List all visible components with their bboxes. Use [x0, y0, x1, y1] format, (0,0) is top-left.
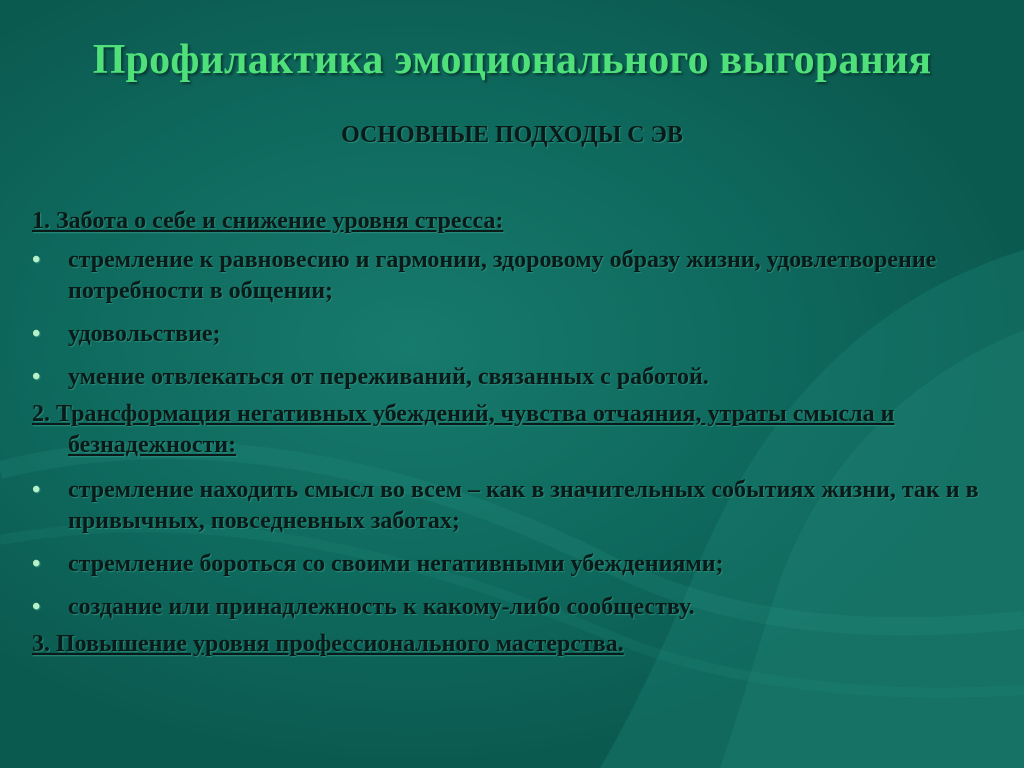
list-item	[32, 475, 992, 537]
bullet-list-2	[32, 475, 992, 623]
bullet-text: стремление бороться со своими негативными убеждениями;	[68, 551, 724, 577]
list-item	[32, 592, 992, 623]
bullet-text: создание или принадлежность к какому-либо сообществу.	[68, 594, 695, 620]
list-item	[32, 362, 992, 393]
section-heading-2: 2. Трансформация негативных убеждений, чувства отчаяния, утраты смысла и безнадежности:	[32, 401, 895, 458]
slide-subtitle: ОСНОВНЫЕ ПОДХОДЫ С ЭВ	[341, 122, 683, 148]
section-heading-3: 3. Повышение уровня профессионального мастерства.	[32, 631, 624, 657]
bullet-text: умение отвлекаться от переживаний, связанных с работой.	[68, 364, 709, 390]
list-item	[32, 319, 992, 350]
bullet-icon: •	[32, 594, 41, 620]
bullet-icon: •	[32, 551, 41, 577]
bullet-icon: •	[32, 321, 41, 347]
slide-title: Профилактика эмоционального выгорания	[92, 37, 932, 83]
bullet-text: удовольствие;	[68, 321, 221, 347]
section-heading-1: 1. Забота о себе и снижение уровня стресса:	[32, 208, 504, 234]
slide-content	[32, 206, 992, 668]
list-item	[32, 549, 992, 580]
bullet-list-1	[32, 245, 992, 393]
bullet-text: стремление к равновесию и гармонии, здоровому образу жизни, удовлетворение потребности в общении;	[68, 247, 937, 304]
bullet-icon: •	[32, 247, 41, 273]
bullet-text: стремление находить смысл во всем – как в значительных событиях жизни, так и в привычных, повседневных заботах;	[68, 477, 979, 534]
bullet-icon: •	[32, 364, 41, 390]
bullet-icon: •	[32, 477, 41, 503]
list-item	[32, 245, 992, 307]
